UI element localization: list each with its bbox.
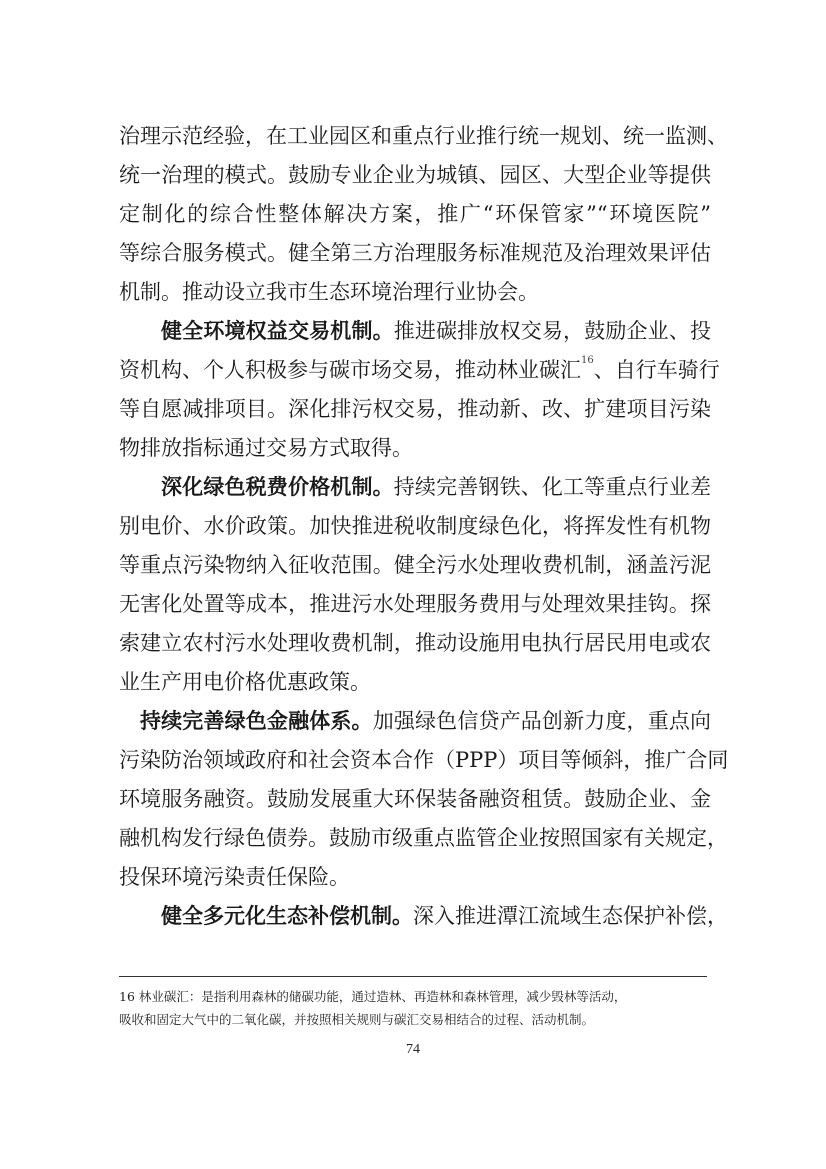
paragraph-text: 持续完善钢铁、化工等重点行业差 bbox=[393, 475, 712, 499]
footnote-reference[interactable]: 16 bbox=[581, 355, 594, 366]
paragraph-first-line bbox=[119, 468, 711, 507]
paragraph-line: 无害化处置等成本，推进污水处理服务费用与处理效果挂钩。探 bbox=[119, 592, 711, 616]
footnote-line: 吸收和固定大气中的二氧化碳，并按照相关规则与碳汇交易相结合的过程、活动机制。 bbox=[119, 1012, 595, 1027]
paragraph-line: 物排放指标通过交易方式取得。 bbox=[119, 436, 413, 460]
paragraph-text: 深入推进潭江流域生态保护补偿， bbox=[413, 904, 728, 928]
body-text bbox=[119, 117, 729, 936]
paragraph-line: 定制化的综合性整体解决方案，推广“环保管家”“环境医院” bbox=[119, 202, 711, 226]
paragraph-line: 污染防治领域政府和社会资本合作（PPP）项目等倾斜，推广合同 bbox=[119, 748, 729, 772]
paragraph-line: 投保环境污染责任保险。 bbox=[119, 865, 350, 889]
paragraph-line: 环境服务融资。鼓励发展重大环保装备融资租赁。鼓励企业、金 bbox=[119, 787, 711, 811]
paragraph-line: 等综合服务模式。健全第三方治理服务标准规范及治理效果评估 bbox=[119, 241, 711, 265]
paragraph-text: 加强绿色信贷产品创新力度，重点向 bbox=[372, 709, 712, 733]
paragraph-line: 机制。推动设立我市生态环境治理行业协会。 bbox=[119, 280, 539, 304]
paragraph-line: 别电价、水价政策。加快推进税收制度绿色化，将挥发性有机物 bbox=[119, 514, 711, 538]
paragraph-line: 业生产用电价格优惠政策。 bbox=[119, 670, 371, 694]
paragraph-text: 、自行车骑行 bbox=[593, 358, 720, 382]
paragraph-line: 等自愿减排项目。深化排污权交易，推动新、改、扩建项目污染 bbox=[119, 397, 711, 421]
paragraph-line: 索建立农村污水处理收费机制，推动设施用电执行居民用电或农 bbox=[119, 631, 711, 655]
paragraph-line: 统一治理的模式。鼓励专业企业为城镇、园区、大型企业等提供 bbox=[119, 163, 711, 187]
paragraph-heading: 健全环境权益交易机制。 bbox=[161, 319, 394, 343]
footnote bbox=[119, 985, 711, 1031]
paragraph-line: 治理示范经验，在工业园区和重点行业推行统一规划、统一监测、 bbox=[119, 124, 728, 148]
paragraph-text: 推进碳排放权交易，鼓励企业、投 bbox=[393, 319, 712, 343]
paragraph-line bbox=[119, 351, 720, 390]
paragraph-first-line bbox=[119, 897, 728, 936]
page-number: 74 bbox=[406, 1042, 420, 1057]
paragraph-first-line bbox=[119, 312, 711, 351]
paragraph-heading: 深化绿色税费价格机制。 bbox=[161, 475, 394, 499]
paragraph-heading: 持续完善绿色金融体系。 bbox=[140, 709, 373, 733]
paragraph-heading: 健全多元化生态补偿机制。 bbox=[161, 904, 413, 928]
paragraph-line: 融机构发行绿色债券。鼓励市级重点监管企业按照国家有关规定， bbox=[119, 826, 728, 850]
paragraph-line: 等重点污染物纳入征收范围。健全污水处理收费机制，涵盖污泥 bbox=[119, 553, 711, 577]
footnote-divider bbox=[119, 976, 707, 977]
paragraph-first-line bbox=[119, 702, 711, 741]
footnote-line: 16 林业碳汇：是指利用森林的储碳功能，通过造林、再造林和森林管理，减少毁林等活动， bbox=[119, 989, 627, 1004]
paragraph-text: 资机构、个人积极参与碳市场交易，推动林业碳汇 bbox=[119, 358, 581, 382]
